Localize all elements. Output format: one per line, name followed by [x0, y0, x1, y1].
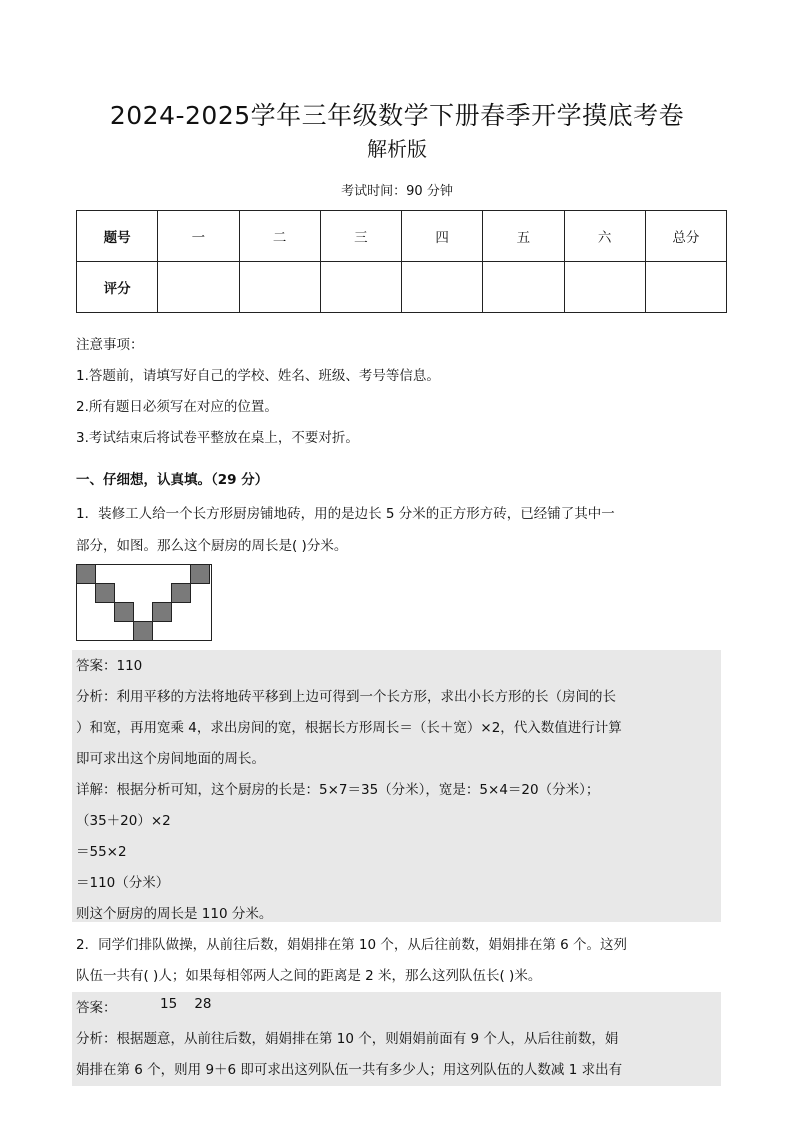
score-input-total[interactable] [645, 262, 726, 313]
q2-text-line1: 2．同学们排队做操，从前往后数，娟娟排在第 10 个，从后往前数，娟娟排在第 6 个。这列 [76, 937, 628, 953]
tile [191, 565, 210, 584]
exam-time: 考试时间：90 分钟 [341, 184, 453, 199]
q1-answer: 答案：110 [76, 658, 143, 674]
tile-diagram [76, 564, 213, 642]
score-cell-5: 五 [483, 211, 564, 262]
score-input-1[interactable] [158, 262, 239, 313]
q1-detail-line5: 则这个厨房的周长是 110 分米。 [76, 906, 273, 922]
score-table [76, 210, 727, 313]
q1-text-line1: 1．装修工人给一个长方形厨房铺地砖，用的是边长 5 分米的正方形方砖，已经铺了其中一 [76, 506, 615, 522]
notes-heading: 注意事项： [76, 337, 144, 353]
notes-item: 2.所有题日必须写在对应的位置。 [76, 399, 278, 415]
score-input-3[interactable] [320, 262, 401, 313]
score-cell-1: 一 [158, 211, 239, 262]
q2-text-line2: 队伍一共有( )人；如果每相邻两人之间的距离是 2 米，那么这列队伍长( )米。 [76, 968, 542, 984]
page-title: 2024-2025学年三年级数学下册春季开学摸底考卷 [109, 101, 685, 130]
tile [134, 622, 153, 641]
score-cell-total: 总分 [645, 211, 726, 262]
q1-text-line2: 部分，如图。那么这个厨房的周长是( )分米。 [76, 538, 348, 554]
score-input-6[interactable] [564, 262, 645, 313]
notes-block [76, 330, 440, 454]
q2-answer-values: 15 28 [160, 996, 212, 1012]
score-input-5[interactable] [483, 262, 564, 313]
q1-detail-line2: （35＋20）×2 [76, 813, 171, 829]
score-cell-3: 三 [320, 211, 401, 262]
section-heading: 一、仔细想，认真填。（29 分） [76, 472, 269, 488]
score-cell-4: 四 [402, 211, 483, 262]
q2-answer-label: 答案： [76, 1000, 117, 1016]
tile [172, 584, 191, 603]
score-table-header-row [77, 211, 727, 262]
score-input-4[interactable] [402, 262, 483, 313]
q1-analysis-line3: 即可求出这个房间地面的周长。 [76, 751, 265, 767]
notes-item: 3.考试结束后将试卷平整放在桌上，不要对折。 [76, 430, 359, 446]
q2-analysis-line2: 娟排在第 6 个，则用 9＋6 即可求出这列队伍一共有多少人；用这列队伍的人数减 1 求出有 [76, 1062, 623, 1078]
score-cell-6: 六 [564, 211, 645, 262]
score-row-label: 评分 [77, 262, 158, 313]
q1-analysis-line2: ）和宽，再用宽乘 4，求出房间的宽，根据长方形周长＝（长＋宽）×2，代入数值进行计算 [76, 720, 622, 736]
score-cell-2: 二 [239, 211, 320, 262]
tile [115, 603, 134, 622]
q1-analysis-line1: 分析：利用平移的方法将地砖平移到上边可得到一个长方形，求出小长方形的长（房间的长 [76, 689, 616, 705]
q1-detail-line3: ＝55×2 [76, 844, 127, 860]
score-table-score-row [77, 262, 727, 313]
notes-item: 1.答题前，请填写好自己的学校、姓名、班级、考号等信息。 [76, 368, 440, 384]
tile [153, 603, 172, 622]
q1-detail-line1: 详解：根据分析可知，这个厨房的长是：5×7＝35（分米），宽是：5×4＝20（分米）； [76, 782, 600, 798]
score-cell-label: 题号 [77, 211, 158, 262]
page-subtitle: 解析版 [367, 137, 427, 161]
q2-analysis-line1: 分析：根据题意，从前往后数，娟娟排在第 10 个，则娟娟前面有 9 个人，从后往前数，娟 [76, 1031, 619, 1047]
score-input-2[interactable] [239, 262, 320, 313]
tile [96, 584, 115, 603]
q1-detail-line4: ＝110（分米） [76, 875, 170, 891]
tile [77, 565, 96, 584]
